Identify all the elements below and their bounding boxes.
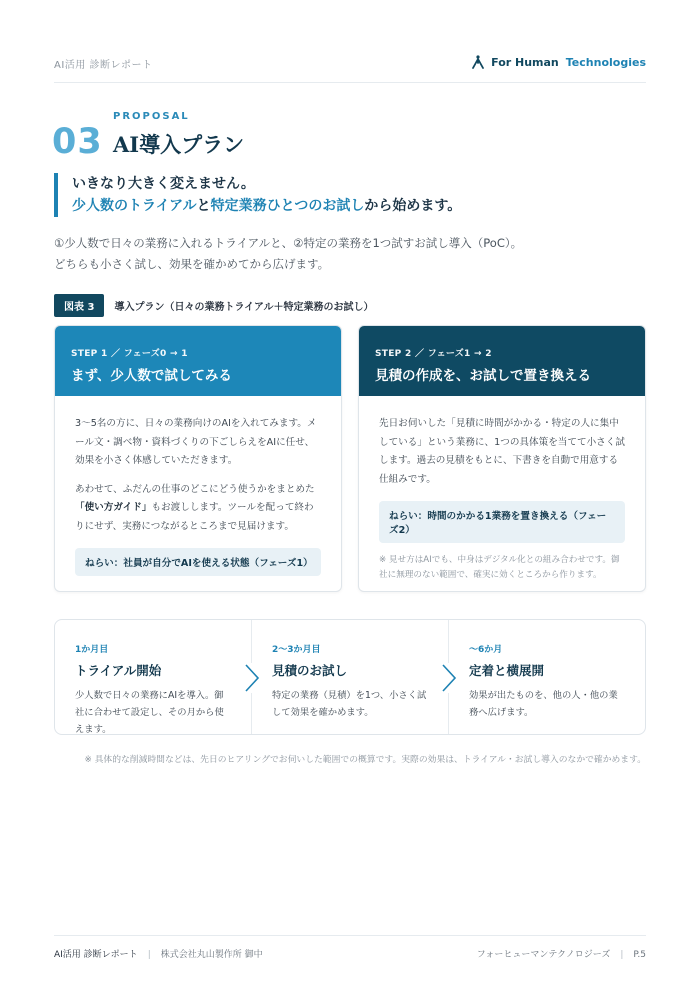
timeline-period: 2〜3か月目 xyxy=(272,645,321,655)
step-note: ※ 見せ方はAIでも、中身はデジタル化との組み合わせです。御社に無理のない範囲で、確実に効くところから作ります。 xyxy=(379,555,620,580)
step-card-header xyxy=(55,326,341,396)
timeline-period: 1か月目 xyxy=(75,645,109,655)
footnote: ※ 具体的な削減時間などは、先日のヒアリングでお伺いした範囲での概算です。実際の効果は、トライアル・お試し導入のなかで確かめます。 xyxy=(84,755,646,765)
timeline-title: トライアル開始 xyxy=(75,663,162,678)
step-title: 見積の作成を、お試しで置き換える xyxy=(375,368,591,384)
intro-line-2: どちらも小さく試し、効果を確かめてから広げます。 xyxy=(54,257,330,271)
intro-line-1: ①少人数で日々の業務に入れるトライアルと、②特定の業務を1つ試すお試し導入（PoC）。 xyxy=(54,236,523,250)
lead-line-1: いきなり大きく変えません。 xyxy=(72,176,255,192)
timeline-item xyxy=(251,620,448,734)
lead-ending: から始めます。 xyxy=(364,198,462,214)
timeline-title: 見積のお試し xyxy=(272,663,348,678)
timeline-period: 〜6か月 xyxy=(469,645,503,655)
intro-text xyxy=(54,233,522,275)
brand-name-part2: Technologies xyxy=(565,55,646,69)
step-description-guide xyxy=(75,481,321,537)
page-header xyxy=(54,55,646,83)
step-description: 先日お伺いした「見積に時間がかかる・特定の人に集中している」という業務に、1つの具体策を当てて小さく試します。過去の見積をもとに、下書きを自動で用意する仕組みです。 xyxy=(379,418,625,485)
page-number: P.5 xyxy=(633,950,646,960)
brand-name-part1: For Human xyxy=(491,55,559,69)
timeline xyxy=(54,619,646,735)
goal-tag: ねらい：社員が自分でAIを使える状態（フェーズ1） xyxy=(75,548,321,576)
lead-highlight-trial: 少人数のトライアル xyxy=(72,198,197,214)
timeline-description: 効果が出たものを、他の人・他の業務へ広げます。 xyxy=(469,690,618,718)
figure-label: 図表 3 xyxy=(54,294,104,317)
figure-caption: 導入プラン（日々の業務トライアル＋特定業務のお試し） xyxy=(114,302,374,313)
step-title: まず、少人数で試してみる xyxy=(71,368,232,384)
figure-header xyxy=(54,294,373,317)
step-label: STEP 1 ／ フェーズ0 → 1 xyxy=(71,349,188,359)
guide-highlight: 「使い方ガイド」 xyxy=(75,502,152,513)
footer-report-title: AI活用 診断レポート xyxy=(54,950,138,960)
timeline-item xyxy=(448,620,645,734)
step-description: 3〜5名の方に、日々の業務向けのAIを入れてみます。メール文・調べ物・資料づくりの下ごしらえをAIに任せ、効果を小さく体感していただきます。 xyxy=(75,418,317,466)
footer-left: AI活用 診断レポート | 株式会社丸山製作所 御中 xyxy=(54,950,263,960)
timeline-title: 定着と横展開 xyxy=(469,663,545,678)
step-card-header xyxy=(359,326,645,396)
step-card-body xyxy=(359,396,645,583)
footer-client: 株式会社丸山製作所 御中 xyxy=(160,950,263,960)
section-number: 03 xyxy=(52,122,103,162)
footer-company: フォーヒューマンテクノロジーズ xyxy=(476,950,611,960)
report-title: AI活用 診断レポート xyxy=(54,60,153,71)
guide-text-post: もお渡しします。ツールを配って終わりにせず、実務につながるところまで見届けます。 xyxy=(75,502,314,532)
section-eyebrow: PROPOSAL xyxy=(113,111,190,122)
footer-right: フォーヒューマンテクノロジーズ | P.5 xyxy=(476,950,646,960)
goal-tag: ねらい：時間のかかる1業務を置き換える（フェーズ2） xyxy=(379,501,625,543)
timeline-description: 少人数で日々の業務にAIを導入。御社に合わせて設定し、その月から使えます。 xyxy=(75,690,224,735)
lead-line-2 xyxy=(72,195,461,217)
lead-connector: と xyxy=(196,198,211,214)
step-card-2 xyxy=(358,325,646,592)
chevron-right-icon xyxy=(440,663,458,693)
stylized-person-icon xyxy=(472,55,484,69)
chevron-right-icon xyxy=(243,663,261,693)
timeline-description: 特定の業務（見積）を1つ、小さく試して効果を確かめます。 xyxy=(272,690,427,718)
lead-highlight-poc: 特定業務ひとつのお試し xyxy=(210,198,365,214)
timeline-item xyxy=(55,620,251,734)
brand-logo xyxy=(472,55,646,69)
section-title: AI導入プラン xyxy=(113,132,245,157)
step-label: STEP 2 ／ フェーズ1 → 2 xyxy=(375,349,492,359)
guide-text-pre: あわせて、ふだんの仕事のどこにどう使うかをまとめた xyxy=(75,483,315,495)
page-footer xyxy=(54,935,646,960)
step-card-1 xyxy=(54,325,342,592)
lead-statement xyxy=(54,173,461,217)
step-card-body xyxy=(55,396,341,576)
